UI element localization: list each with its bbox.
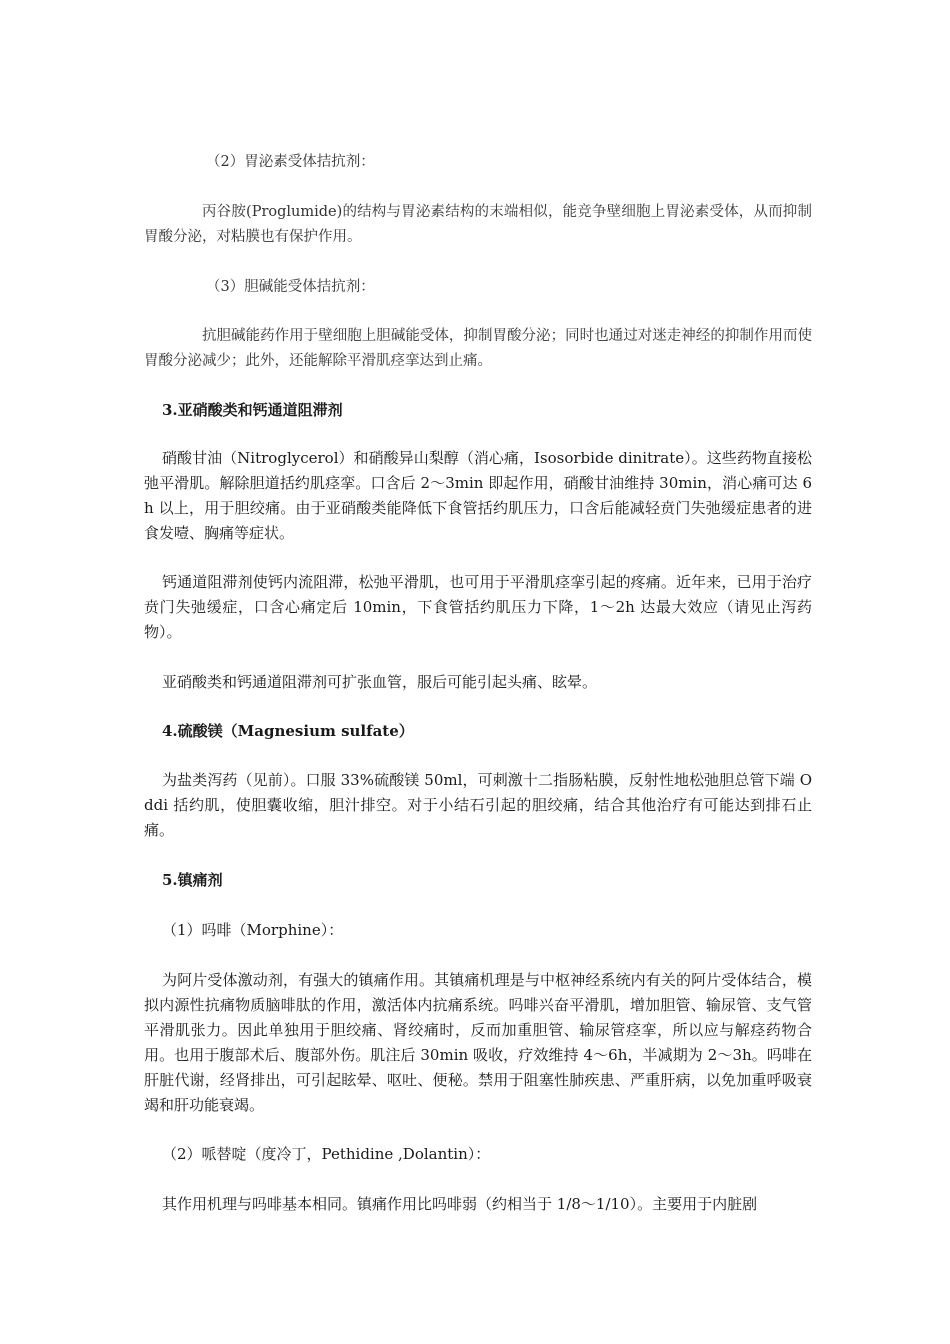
subheading-morphine: （1）吗啡（Morphine）： [162, 921, 344, 939]
paragraph-anticholinergic: 抗胆碱能药作用于壁细胞上胆碱能受体，抑制胃酸分泌；同时也通过对迷走神经的抑制作用而使胃酸分泌减少；此外，还能解除平滑肌痉挛达到止痛。 [144, 328, 812, 369]
subheading-pethidine: （2）哌替啶（度冷丁，Pethidine ,Dolantin）： [162, 1145, 491, 1163]
subheading-cholinergic-antagonist: （3）胆碱能受体拮抗剂： [206, 279, 375, 295]
paragraph-side-effects: 亚硝酸类和钙通道阻滞剂可扩张血管，服后可能引起头痛、眩晕。 [162, 673, 598, 691]
section-heading-analgesics: 5.镇痛剂 [162, 871, 223, 889]
section-heading-nitrates: 3.亚硝酸类和钙通道阻滞剂 [162, 401, 343, 419]
paragraph-pethidine: 其作用机理与吗啡基本相同。镇痛作用比吗啡弱（约相当于 1/8～1/10）。主要用于内脏剧 [162, 1195, 758, 1213]
paragraph-nitroglycerol: 硝酸甘油（Nitroglycerol）和硝酸异山梨醇（消心痛，Isosorbide dinitrate）。这些药物直接松弛平滑肌。解除胆道括约肌痉挛。口含后 2～3min 即起作用，硝酸甘油维持 30min，消心痛可达 6h 以上，用于胆绞痛。由于亚硝酸类能降低下食管括约肌压力，口含后能减轻贲门失弛缓症患者的进食发噎、胸痛等症状。 [144, 449, 812, 542]
subheading-gastrin-antagonist: （2）胃泌素受体拮抗剂： [206, 154, 375, 170]
paragraph-morphine: 为阿片受体激动剂，有强大的镇痛作用。其镇痛机理是与中枢神经系统内有关的阿片受体结合，模拟内源性抗痛物质脑啡肽的作用，激活体内抗痛系统。吗啡兴奋平滑肌，增加胆管、输尿管、支气管平滑肌张力。因此单独用于胆绞痛、肾绞痛时，反而加重胆管、输尿管痉挛，所以应与解痉药物合用。也用于腹部术后、腹部外伤。肌注后 30min 吸收，疗效维持 4～6h，半减期为 2～3h。吗啡在肝脏代谢，经肾排出，可引起眩晕、呕吐、便秘。禁用于阻塞性肺疾患、严重肝病，以免加重呼吸衰竭和肝功能衰竭。 [144, 971, 812, 1114]
paragraph-proglumide: 丙谷胺(Proglumide)的结构与胃泌素结构的末端相似，能竞争壁细胞上胃泌素受体，从而抑制胃酸分泌，对粘膜也有保护作用。 [144, 204, 812, 245]
paragraph-calcium-blockers: 钙通道阻滞剂使钙内流阻滞，松弛平滑肌，也可用于平滑肌痉挛引起的疼痛。近年来，已用于治疗贲门失弛缓症，口含心痛定后 10min，下食管括约肌压力下降，1～2h 达最大效应（请见止泻药物）。 [144, 573, 812, 641]
section-heading-magnesium: 4.硫酸镁（Magnesium sulfate） [162, 722, 414, 740]
paragraph-magnesium: 为盐类泻药（见前）。口服 33%硫酸镁 50ml，可刺激十二指肠粘膜，反射性地松弛胆总管下端 Oddi 括约肌，使胆囊收缩，胆汁排空。对于小结石引起的胆绞痛，结合其他治疗有可能达到排石止痛。 [144, 771, 812, 839]
